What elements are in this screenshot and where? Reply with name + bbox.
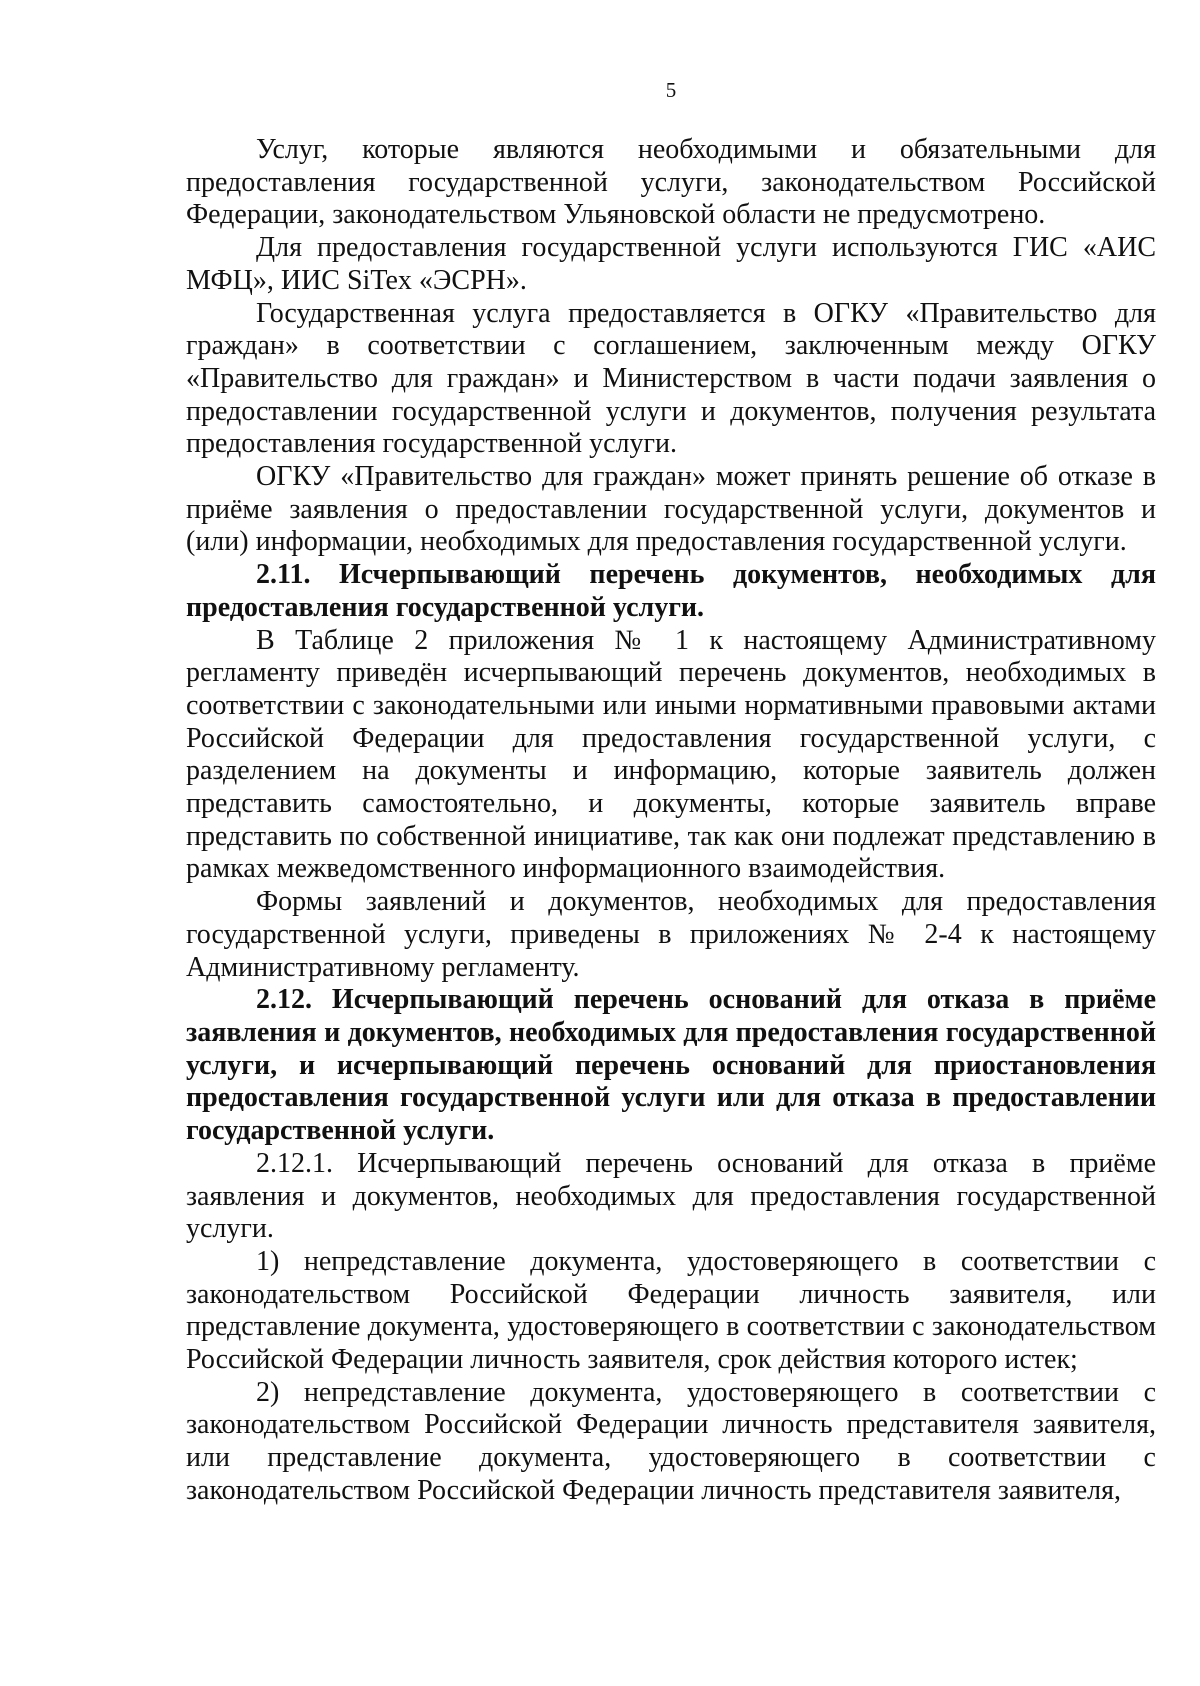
section-heading-2-11: 2.11. Исчерпывающий перечень документов, необходимых для предоставления государственной услуги. [186,559,1156,623]
list-item-1: 1) непредставление документа, удостоверяющего в соответствии с законодательством Российской Федерации личность заявителя, или представление документа, удостоверяющего в соответствии с законодательством Российской Федерации личность заявителя, срок действия которого истек; [186,1245,1156,1376]
list-item-2: 2) непредставление документа, удостоверяющего в соответствии с законодательством Российской Федерации личность представителя заявителя, или представление документа, удостоверяющего в соответствии с законодательством Российской Федерации личность представителя заявителя, [186,1376,1156,1506]
paragraph-services-not-required: Услуг, которые являются необходимыми и обязательными для предоставления государственной услуги, законодательством Российской Федерации, законодательством Ульяновской области не предусмотрено. [186,134,1156,231]
paragraph-information-systems: Для предоставления государственной услуги используются ГИС «АИС МФЦ», ИИС SiTex «ЭСРН». [186,232,1156,296]
body-text [186,134,1156,1508]
paragraph-forms-appendices: Формы заявлений и документов, необходимых для предоставления государственной услуги, приведены в приложениях № 2-4 к настоящему Административному регламенту. [186,886,1156,983]
section-heading-2-12: 2.12. Исчерпывающий перечень оснований для отказа в приёме заявления и документов, необходимых для предоставления государственной услуги, и исчерпывающий перечень оснований для приостановления предоставления государственной услуги или для отказа в предоставлении государственной услуги. [186,984,1156,1147]
paragraph-table-2-reference: В Таблице 2 приложения № 1 к настоящему Административному регламенту приведён исчерпывающий перечень документов, необходимых в соответствии с законодательными или иными нормативными правовыми актами Российской Федерации для предоставления государственной услуги, с разделением на документы и информацию, которые заявитель должен представить самостоятельно, и документы, которые заявитель вправе представить по собственной инициативе, так как они подлежат представлению в рамках межведомственного информационного взаимодействия. [186,624,1156,885]
paragraph-2-12-1: 2.12.1. Исчерпывающий перечень оснований для отказа в приёме заявления и документов, необходимых для предоставления государственной услуги. [186,1147,1156,1245]
paragraph-ogku-provision: Государственная услуга предоставляется в ОГКУ «Правительство для граждан» в соответствии с соглашением, заключенным между ОГКУ «Правительство для граждан» и Министерством в части подачи заявления о предоставлении государственной услуги и документов, получения результата предоставления государственной услуги. [186,297,1156,460]
page-number: 5 [665,78,677,102]
paragraph-ogku-refusal: ОГКУ «Правительство для граждан» может принять решение об отказе в приёме заявления о предоставлении государственной услуги, документов и (или) информации, необходимых для предоставления государственной услуги. [186,461,1156,558]
